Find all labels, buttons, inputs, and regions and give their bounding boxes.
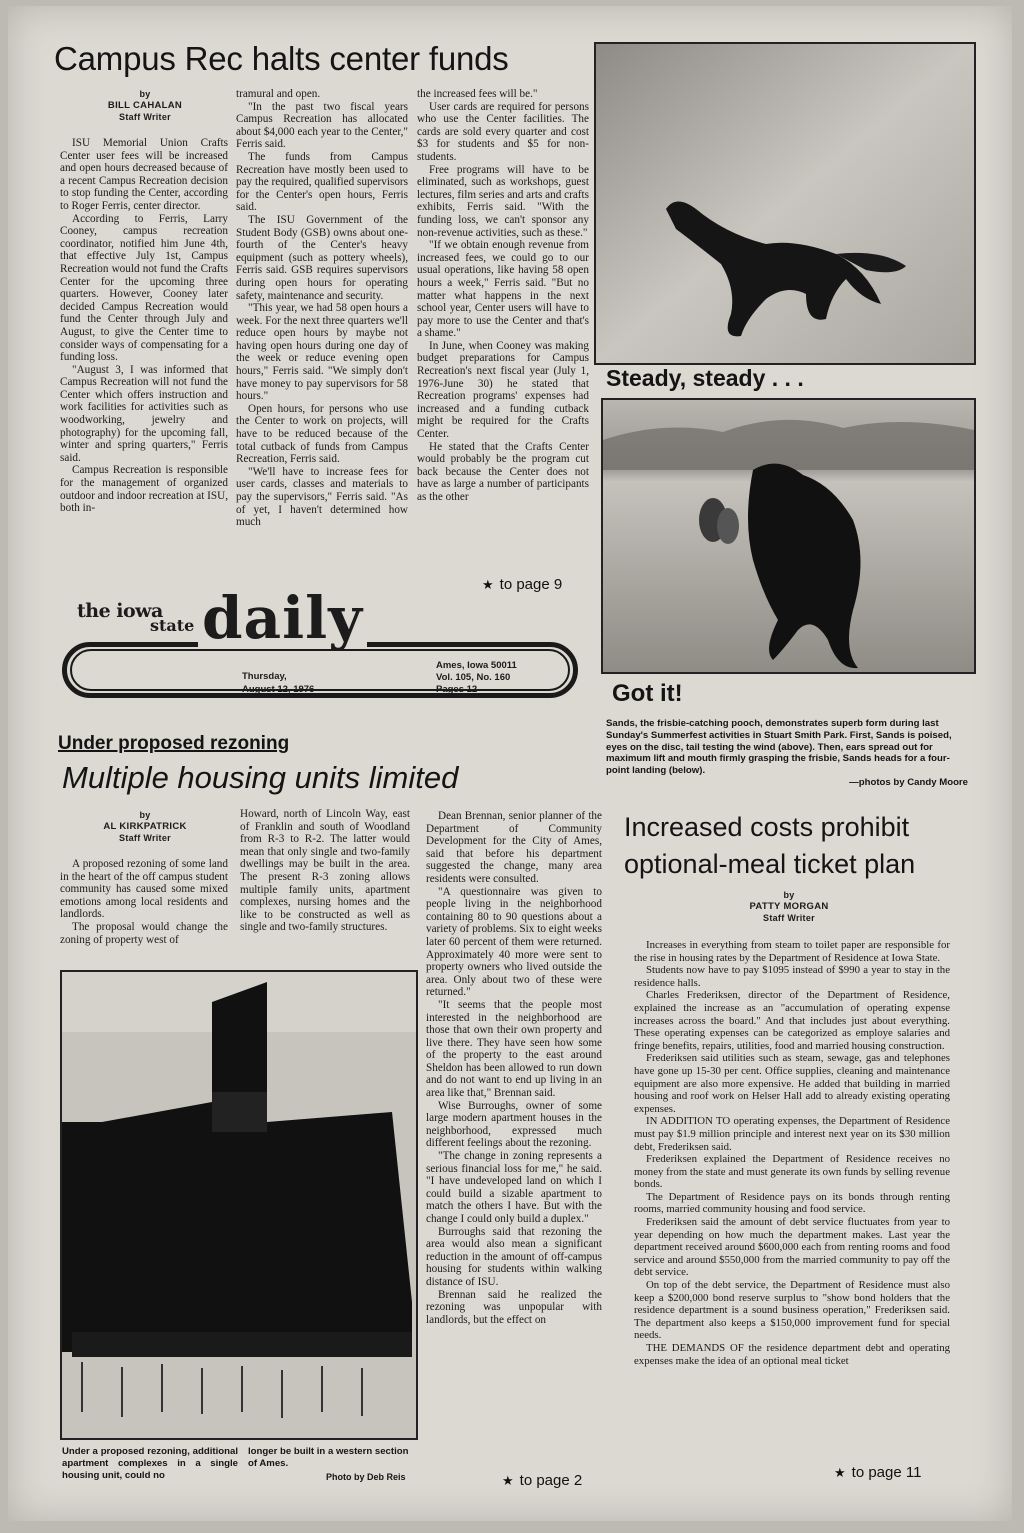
story1-byline — [70, 89, 220, 123]
photo-dog-poised — [594, 42, 976, 365]
paragraph: A proposed rezoning of some land in the heart of the off campus student community has caused some mixed emotions among local residents and landlords. — [60, 858, 228, 921]
paragraph: "August 3, I was informed that Campus Recreation will not fund the Center which offers instruction and work facilities for activities such as woodworking, jewelry and photography) for the upcoming fall, winter and spring quarters," Ferris said. — [60, 363, 228, 464]
masthead-city: Ames, Iowa 50011 — [436, 660, 517, 671]
masthead-the-iowa: the iowa — [77, 600, 163, 622]
masthead-volume: Vol. 105, No. 160 — [436, 672, 511, 683]
star-icon: ★ — [482, 577, 494, 592]
byline-author: AL KIRKPATRICK — [103, 821, 187, 833]
story1-jump — [482, 576, 562, 593]
jump-label: to page 11 — [851, 1464, 922, 1481]
story2-byline — [70, 810, 220, 844]
photo-apartments — [60, 970, 418, 1440]
story2-column-1 — [60, 858, 228, 968]
story2-jump — [502, 1472, 582, 1489]
paragraph: Burroughs said that rezoning the area would also mean a significant reduction in the amount of off-campus housing for students within walking distance of ISU. — [426, 1225, 602, 1288]
paragraph: The ISU Government of the Student Body (GSB) owns about one-fourth of the Center's heavy equipment (such as pottery wheels), Ferris said. GSB requires supervisors during open hours for operating safety, maintenance and security. — [236, 213, 408, 302]
apartments-photo-credit: Photo by Deb Reis — [326, 1472, 406, 1482]
paragraph: He stated that the Crafts Center would probably be the program cut back because the Center does not have as large a number of participants as the other — [417, 440, 589, 503]
dog-poised-image — [596, 44, 974, 363]
jump-label: to page 2 — [519, 1472, 583, 1489]
photo-credit: —photos by Candy Moore — [849, 776, 968, 788]
paragraph: On top of the debt service, the Department of Residence must also keep a $200,000 bond reserve surplus to "show bond holders that the residence department is a sound business operation," Frederiksen said. The department also keeps a $150,000 improvement fund for special needs. — [634, 1279, 950, 1342]
star-icon: ★ — [834, 1465, 846, 1480]
paragraph: Brennan said he realized the rezoning was unpopular with landlords, but the effect on — [426, 1288, 602, 1326]
story3-jump — [834, 1464, 921, 1481]
paragraph: "It seems that the people most interested in the neighborhood are those that own their own property and live there. They have seen how some of the property to the east around Sheldon has been allowed to run down and do not want to end up living in an area like that," Brennan said. — [426, 998, 602, 1100]
byline-author: BILL CAHALAN — [107, 100, 183, 112]
paragraph: The proposal would change the zoning of property west of — [60, 920, 228, 946]
story3-byline — [714, 890, 864, 924]
masthead-day: Thursday, — [242, 671, 287, 682]
photo-caption-dog — [606, 718, 968, 789]
paragraph: the increased fees will be." — [417, 88, 538, 100]
story2-kicker: Under proposed rezoning — [58, 733, 290, 754]
paragraph: "This year, we had 58 open hours a week. For the next three quarters we'll reduce open hours by maybe not having open hours during one day of the week or reduce evening open hours," Ferris said. "We simply don't have money to pay supervisors for 58 hours." — [236, 302, 408, 403]
paragraph: The Department of Residence pays on its bonds through renting rooms, married community housing and food service. — [634, 1190, 950, 1216]
paragraph: Frederiksen said utilities such as steam, sewage, gas and telephones have gone up 15-30 per cent. Office supplies, cleaning and maintenance equipment are also more expensive. He added that building in married housing and roof work on Helser Hall add to already existing operating expenses. — [634, 1052, 950, 1115]
dog-landing-image — [603, 400, 974, 672]
paragraph: Campus Recreation is responsible for the management of organized outdoor and indoor recreation at ISU, both in- — [60, 464, 228, 515]
photo-label-got-it: Got it! — [612, 680, 683, 707]
paragraph: Dean Brennan, senior planner of the Department of Community Development for the City of Ames, said that before his department suggested the change, many area residents were consulted. — [426, 810, 602, 885]
story3-body — [634, 939, 950, 1457]
photo-label-steady: Steady, steady . . . — [606, 365, 804, 391]
apartments-image — [62, 972, 416, 1438]
masthead-state: state — [150, 616, 195, 635]
byline-author: PATTY MORGAN — [749, 901, 829, 913]
paragraph: Open hours, for persons who use the Center to work on projects, will have to be reduced because of the total cutback of funds from Campus Recreation, Ferris said. — [236, 402, 408, 466]
byline-role: Staff Writer — [763, 913, 815, 924]
photo-dog-landing — [601, 398, 976, 674]
paragraph: "The change in zoning represents a serious financial loss for me," he said. "I have undeveloped land on which I could build a sizable apartment to match the others I have. But with the change I could only build a duplex." — [426, 1150, 602, 1225]
story3-headline-line2: optional-meal ticket plan — [624, 849, 916, 879]
paragraph: "In the past two fiscal years Campus Recreation has allocated about $4,000 each year to the Center," Ferris said. — [236, 100, 408, 151]
paragraph: "A questionnaire was given to people living in the neighborhood containing 80 to 90 questions about a variety of problems. Six to eight weeks later 60 percent of them were returned. Approximately 40 more were sent to property owners who lived outside the area. Only about two of these were returned." — [426, 885, 602, 999]
byline-role: Staff Writer — [119, 833, 171, 844]
byline-by: by — [783, 890, 795, 900]
paragraph: "If we obtain enough revenue from increased fees, we could go to our usual operations, like having 58 open hours a week," Ferris said. "But no matter what happens in the next school year, Center users will have to pay more to use the Center and that's a shame." — [417, 239, 589, 340]
apartments-caption-b: longer be built in a western section of Ames. — [248, 1446, 409, 1469]
jump-label: to page 9 — [499, 576, 563, 593]
story2-column-3 — [426, 810, 602, 1465]
paragraph: Frederiksen explained the Department of Residence receives no money from the state and must generate its own funds by selling revenue bonds. — [634, 1153, 950, 1191]
paragraph: tramural and open. — [236, 88, 321, 100]
story1-column-2 — [236, 88, 408, 593]
paragraph: "We'll have to increase fees for user cards, classes and materials to pay the supervisors," Ferris said. "As of yet, I haven't determined how much — [236, 465, 408, 529]
paragraph: Students now have to pay $1095 instead of $990 a year to stay in the residence halls. — [634, 964, 950, 989]
paragraph: Howard, north of Lincoln Way, east of Franklin and south of Woodland from R-3 to R-2. The latter would mean that only single and two-family dwellings may be built in the area. The present R-3 zoning allows multiple family units, apartment complexes, nursing homes and the like to be constructed as well as single and two-family structures. — [240, 808, 410, 934]
masthead-daily: daily — [198, 588, 367, 649]
story2-column-2 — [240, 808, 410, 968]
masthead-pages: Pages 12 — [436, 684, 478, 695]
byline-by: by — [139, 89, 151, 99]
star-icon: ★ — [502, 1473, 514, 1488]
paragraph: IN ADDITION TO operating expenses, the Department of Residence must pay $1.9 million principle and interest next year on its $30 million debt, Frederiksen said. — [634, 1115, 950, 1153]
story1-column-3 — [417, 88, 589, 570]
paragraph: ISU Memorial Union Crafts Center user fees will be increased and open hours decreased because of a recent Campus Recreation decision to stop funding the Center, according to Roger Ferris, center director. — [60, 137, 228, 212]
paragraph: According to Ferris, Larry Cooney, campus recreation coordinator, notified him June 4th, that effective July 1st, Campus Recreation would not fund the Crafts Center for the upcoming three quarters. However, Cooney later decided Campus Recreation would fund the Center through July and August, to give the Center time to consider ways of compensating for a funding loss. — [60, 212, 228, 364]
apartments-caption-a: Under a proposed rezoning, additional apartment complexes in a single housing unit, could no — [62, 1446, 238, 1481]
paragraph: Free programs will have to be eliminated, such as workshops, guest lectures, film series and arts and crafts exhibits, Ferris said. "With the funding loss, we can't sponsor any non-revenue activities, such as these." — [417, 163, 589, 239]
story2-headline: Multiple housing units limited — [62, 760, 459, 795]
story3-headline-line1: Increased costs prohibit — [624, 812, 910, 842]
paragraph: In June, when Cooney was making budget preparations for Campus Recreation's next fiscal year (July 1, 1976-June 30) he stated that Recreation programs' expenses had increased and a funding cutback might be required for the Crafts Center. — [417, 339, 589, 441]
paragraph: Charles Frederiksen, director of the Department of Residence, explained the increase as an "accumulation of operating expense increases across the board." And that includes just about everything. These operating expenses can be categorized as employe salaries and fringe benefits, repairs, utilities, food and married housing construction. — [634, 989, 950, 1052]
caption-text: Sands, the frisbie-catching pooch, demonstrates superb form during last Sunday's Summerfest activities in Stuart Smith Park. First, Sands is poised, eyes on the disc, tail testing the wind (above). Then, ears spread out for maximum lift and mouth firmly grasping the frisbie, Sands heads for a four-point landing (below). — [606, 718, 952, 777]
byline-role: Staff Writer — [119, 112, 171, 123]
byline-by: by — [139, 810, 151, 820]
masthead-date: August 12, 1976 — [242, 684, 315, 695]
paragraph: User cards are required for persons who use the Center facilities. The cards are sold every quarter and cost $3 for students and $5 for non-students. — [417, 100, 589, 163]
story1-column-1 — [60, 137, 228, 592]
paragraph: Wise Burroughs, owner of some large modern apartment houses in the neighborhood, expressed much different feelings about the rezoning. — [426, 1099, 602, 1150]
paragraph: The funds from Campus Recreation have mostly been used to pay the required, qualified supervisors for the Center's open hours, Ferris said. — [236, 150, 408, 214]
story1-headline: Campus Rec halts center funds — [54, 40, 509, 77]
newspaper-page — [8, 6, 1012, 1521]
paragraph: Increases in everything from steam to toilet paper are responsible for the rise in housing rates by the Department of Residence at Iowa State. — [634, 939, 950, 964]
paragraph: THE DEMANDS OF the residence department debt and operating expenses make the idea of an optional meal ticket — [634, 1342, 950, 1367]
paragraph: Frederiksen said the amount of debt service fluctuates from year to year depending on how much the department makes. Last year the department received around $600,000 each from renting rooms and food service and around $550,000 from the married community to pay off the debt service. — [634, 1216, 950, 1279]
